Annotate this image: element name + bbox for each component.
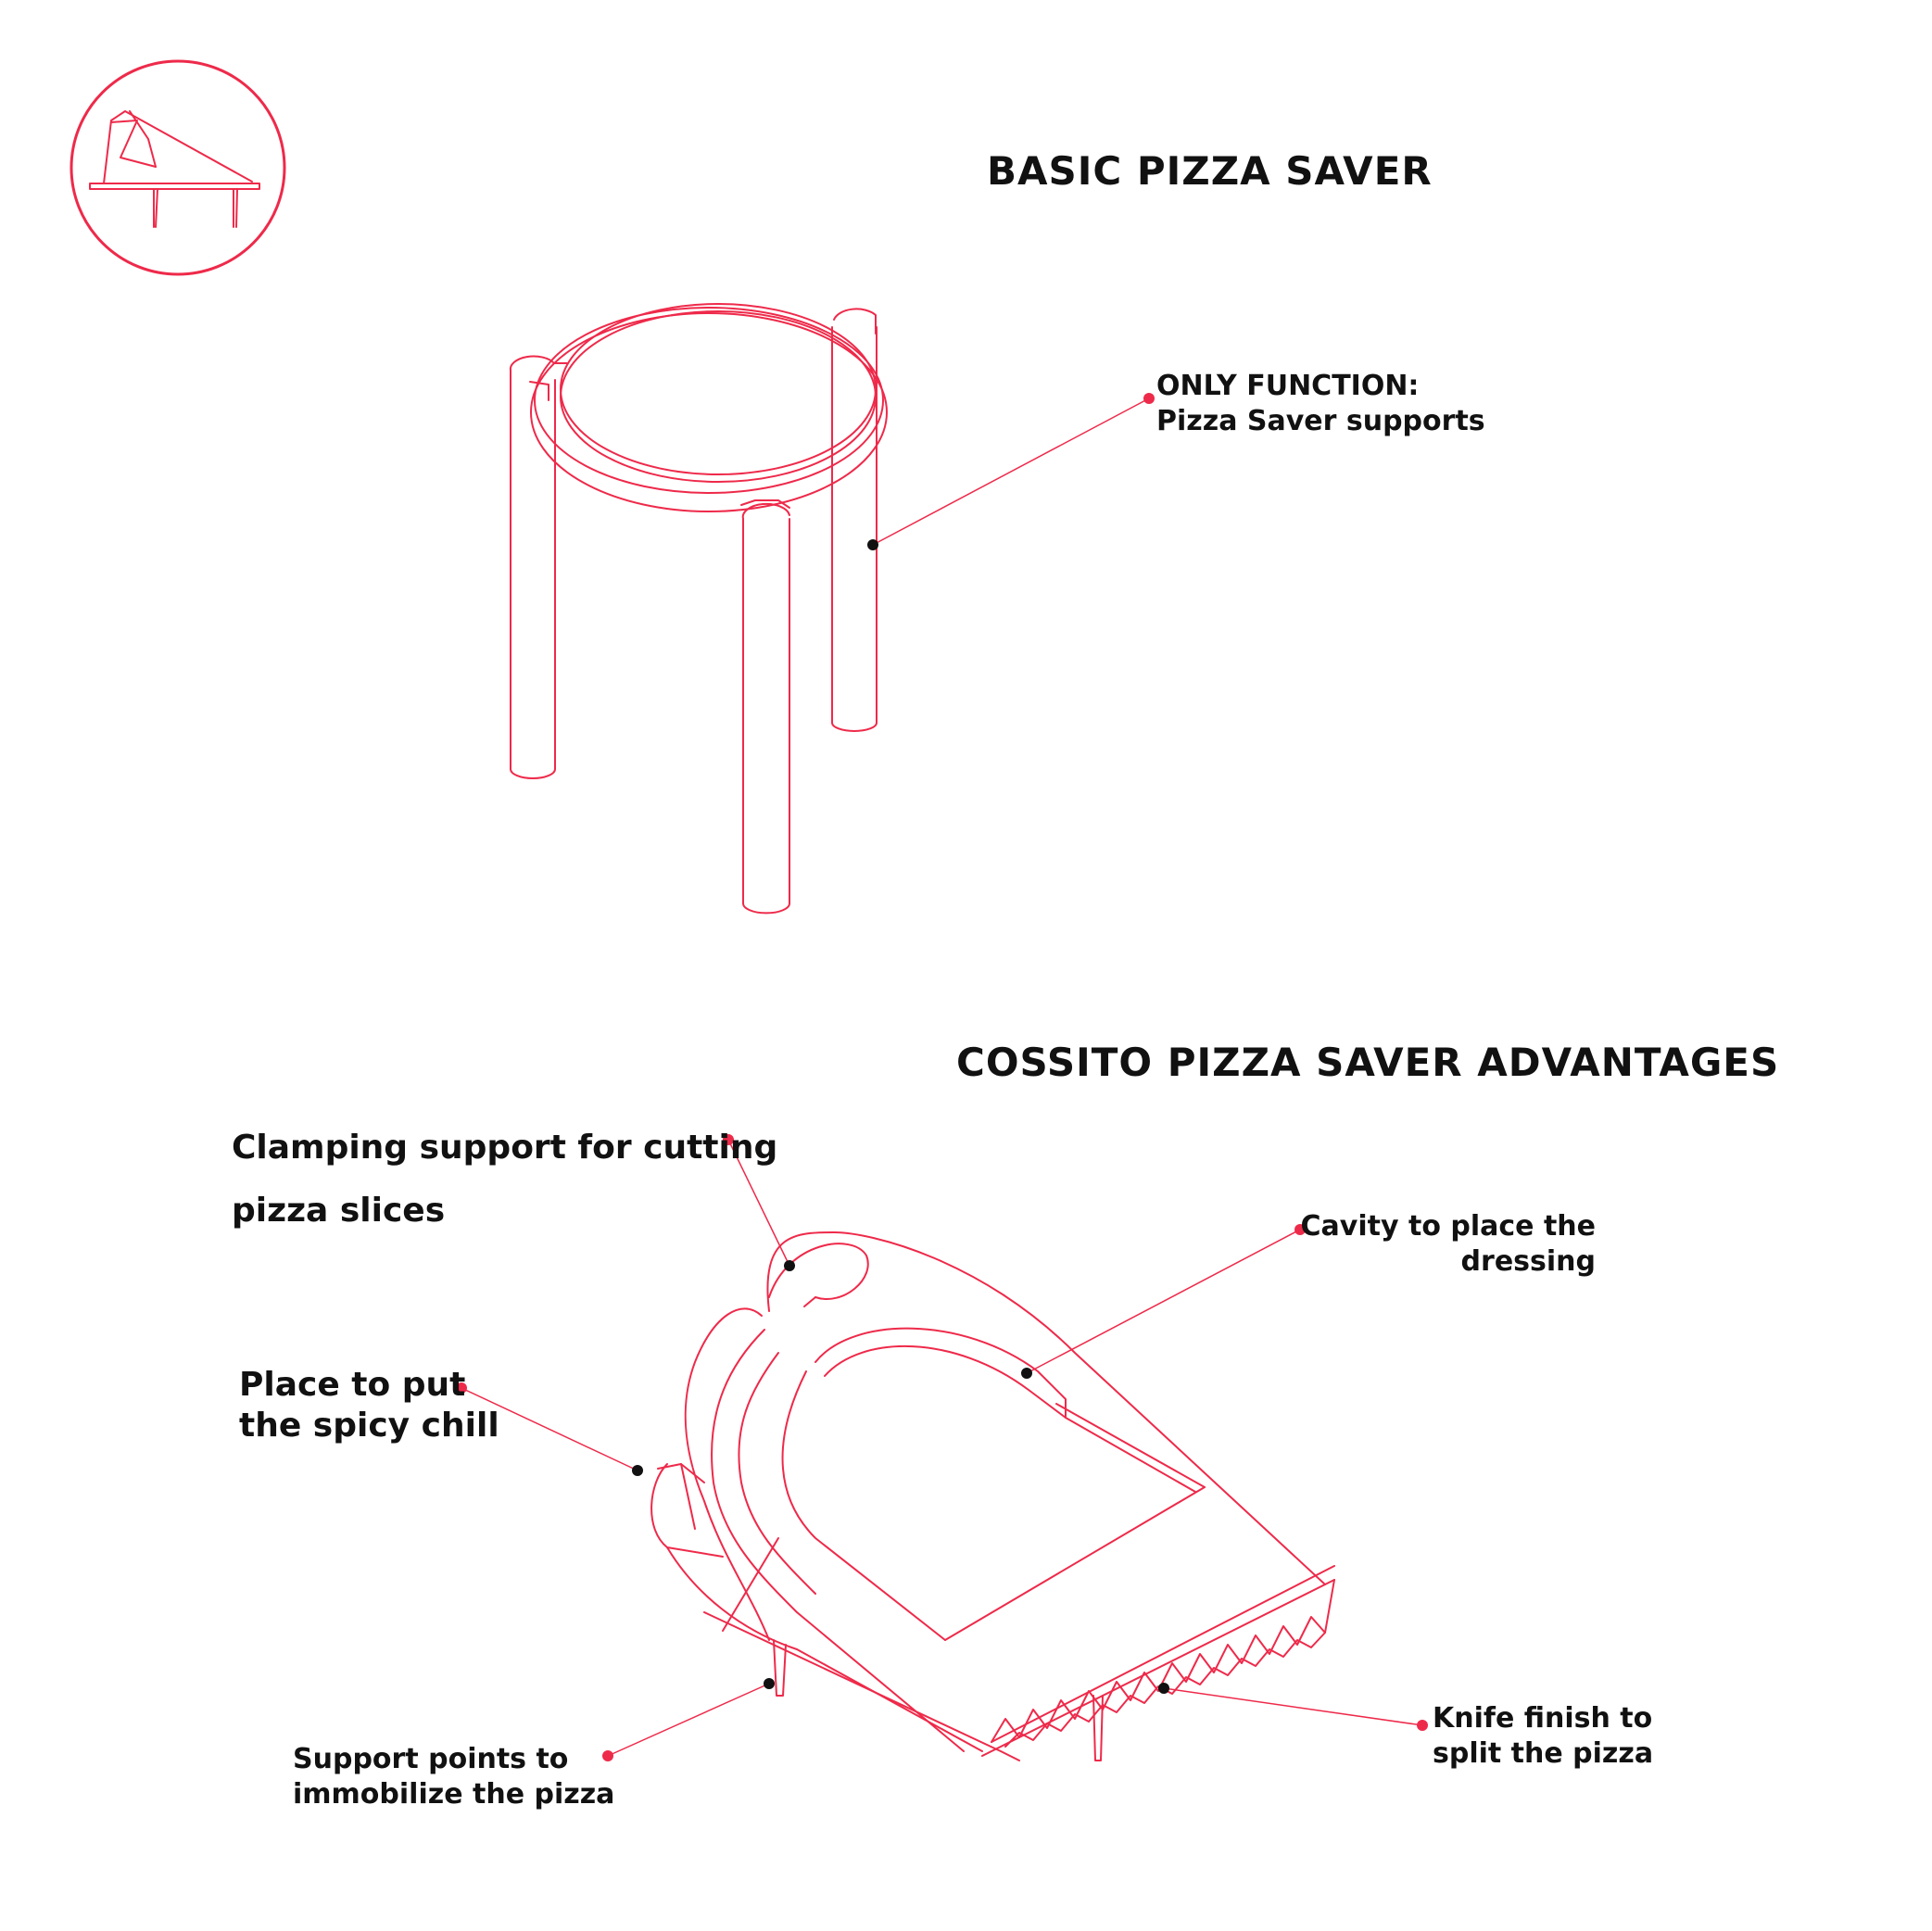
only-function-line2: Pizza Saver supports <box>1156 405 1485 437</box>
knife-label-dot <box>1417 1720 1428 1731</box>
support-points-label <box>293 1742 614 1812</box>
cavity-label <box>1297 1209 1596 1280</box>
cossito-title: COSSITO PIZZA SAVER ADVANTAGES <box>956 1040 1780 1085</box>
spicy-line1: Place to put <box>239 1366 466 1404</box>
support-points-anchor-dot <box>764 1678 775 1689</box>
support-points-line1: Support points to <box>293 1743 569 1775</box>
only-function-label-dot <box>1143 393 1155 404</box>
knife-line2: split the pizza <box>1433 1737 1654 1770</box>
pizza-saver-circle-logo-icon <box>71 61 284 274</box>
basic-pizza-saver-drawing <box>511 304 887 913</box>
cossito-pizza-saver-drawing <box>651 1232 1334 1761</box>
spicy-anchor-dot <box>632 1465 643 1476</box>
knife-line1: Knife finish to <box>1433 1702 1653 1735</box>
cavity-anchor-dot <box>1021 1368 1032 1379</box>
only-function-anchor-dot <box>867 539 878 550</box>
basic-title: BASIC PIZZA SAVER <box>987 148 1433 194</box>
spicy-label <box>239 1365 499 1446</box>
clamping-line1: Clamping support for cutting <box>232 1129 778 1167</box>
only-function-line1: ONLY FUNCTION: <box>1156 370 1420 402</box>
knife-anchor-dot <box>1158 1683 1169 1694</box>
cavity-line2: dressing <box>1460 1245 1596 1278</box>
clamping-anchor-dot <box>784 1260 795 1271</box>
only-function-label <box>1156 369 1485 439</box>
spicy-line2: the spicy chill <box>239 1407 499 1445</box>
cavity-line1: Cavity to place the <box>1300 1210 1596 1243</box>
support-points-line2: immobilize the pizza <box>293 1778 615 1811</box>
clamping-line2: pizza slices <box>232 1192 446 1230</box>
knife-label <box>1433 1701 1653 1772</box>
clamping-label <box>232 1117 777 1243</box>
